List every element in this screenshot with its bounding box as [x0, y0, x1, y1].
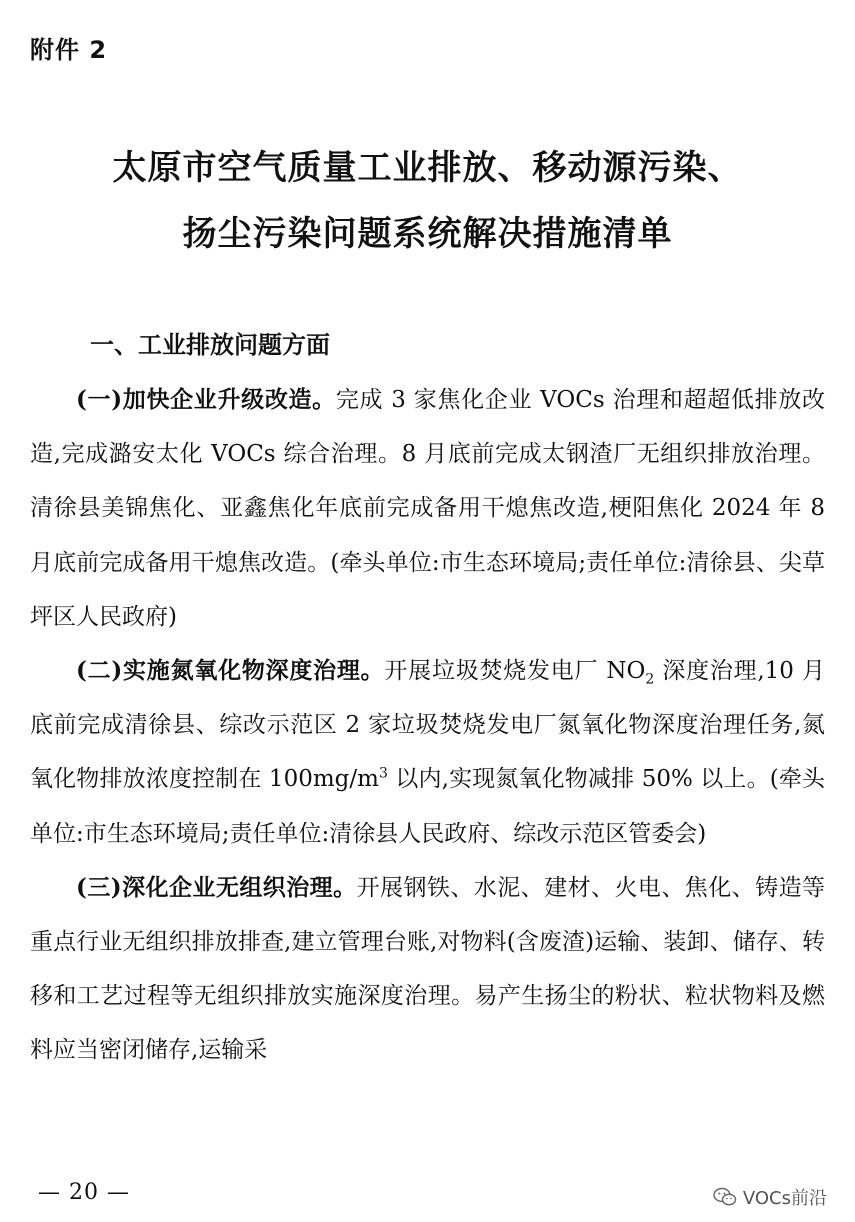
watermark-text: VOCs前沿	[742, 1188, 827, 1209]
attachment-label: 附件 2	[30, 36, 108, 64]
paragraph-item-2	[30, 644, 825, 861]
document-body	[30, 373, 825, 1078]
item-2-heading: (二)实施氮氧化物深度治理。	[76, 657, 385, 685]
page-number: — 20 —	[38, 1180, 130, 1205]
watermark	[713, 1184, 827, 1210]
wechat-icon	[713, 1187, 737, 1207]
item-2-subscript: 2	[645, 671, 655, 688]
item-2-superscript: 3	[378, 765, 388, 782]
item-1-text: 完成 3 家焦化企业 VOCs 治理和超超低排放改造,完成潞安太化 VOCs 综合治理。8 月底前完成太钢渣厂无组织排放治理。清徐县美锦焦化、亚鑫焦化年底前完成备用干熄焦改造,梗阳焦化 2024 年 8 月底前完成备用干熄焦改造。(牵头单位:市生态环境局;责任单位:清徐县、尖草坪区人民政府)	[30, 387, 826, 630]
section-heading: 一、工业排放问题方面	[90, 331, 330, 359]
item-2-text-a: 开展垃圾焚烧发电厂 NO	[384, 658, 646, 685]
item-3-text: 开展钢铁、水泥、建材、火电、焦化、铸造等重点行业无组织排放排查,建立管理台账,对物料(含废渣)运输、装卸、储存、转移和工艺过程等无组织排放实施深度治理。易产生扬尘的粉状、粒状物料及燃料应当密闭储存,运输采	[30, 874, 826, 1064]
item-2-text-c: 以内,实现氮氧化物减排 50% 以上。(牵头单位:市生态环境局;责任单位:清徐县人民政府、综改示范区管委会)	[30, 766, 825, 847]
item-1-heading: (一)加快企业升级改造。	[76, 386, 336, 413]
document-title-line-1: 太原市空气质量工业排放、移动源污染、	[112, 148, 743, 188]
document-title-line-2: 扬尘污染问题系统解决措施清单	[182, 214, 673, 254]
item-2-text-b: 深度治理,10 月底前完成清徐县、综改示范区 2 家垃圾焚烧发电厂氮氧化物深度治理任务,氮氧化物排放浓度控制在 100mg/m	[30, 658, 826, 793]
paragraph-item-3	[30, 861, 825, 1078]
paragraph-item-1	[30, 373, 825, 644]
item-3-heading: (三)深化企业无组织治理。	[76, 873, 357, 901]
